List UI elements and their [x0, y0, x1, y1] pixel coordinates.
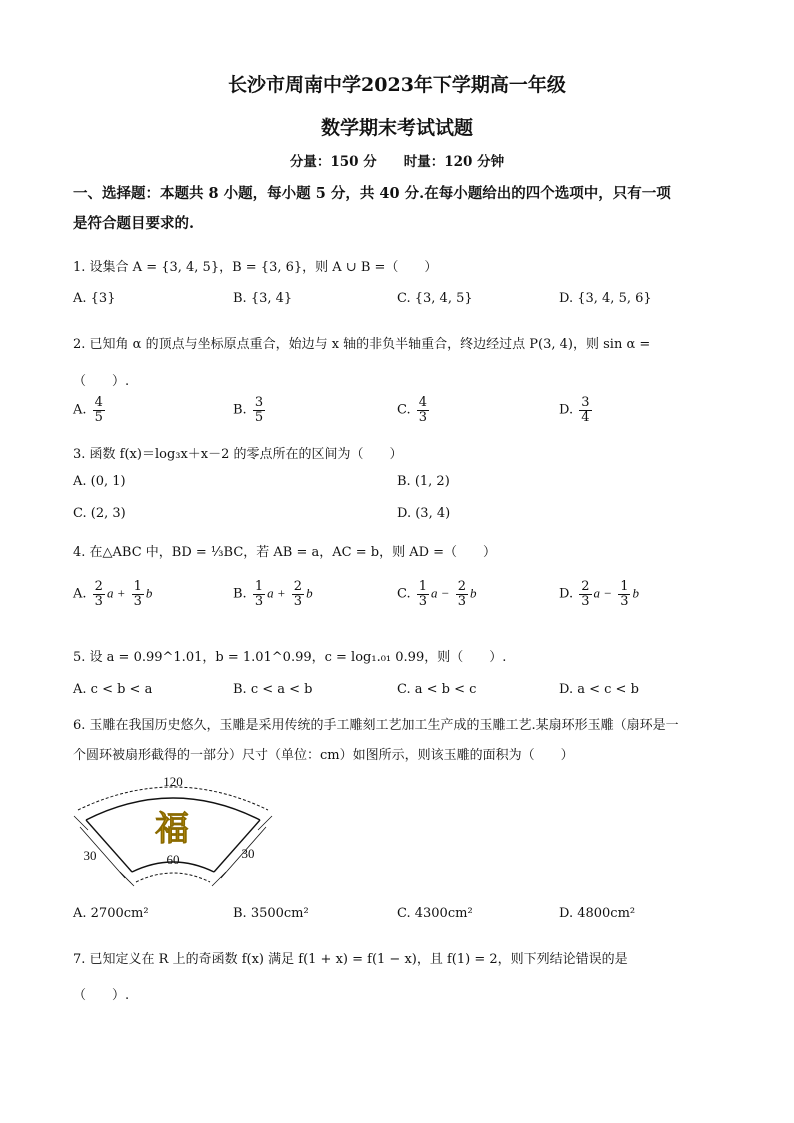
denominator: 4 — [581, 409, 590, 425]
option-letter: A. — [73, 402, 87, 418]
left-edge — [83, 820, 132, 872]
vector-term: b — [145, 585, 153, 601]
right-side-label: 30 — [241, 846, 255, 861]
question-2-option-d — [559, 396, 594, 424]
option-letter: A. — [73, 586, 87, 602]
denominator: 3 — [94, 593, 103, 609]
numerator: 2 — [581, 579, 590, 594]
question-3-option-c: C. (2, 3) — [73, 506, 126, 521]
vector-term: a − — [431, 585, 450, 601]
numerator: 4 — [418, 395, 428, 410]
numerator: 1 — [418, 579, 428, 594]
question-2-option-b — [233, 396, 267, 424]
option-letter: D. — [559, 586, 574, 602]
fraction — [132, 580, 144, 608]
fraction — [93, 396, 105, 424]
denominator: 3 — [581, 593, 590, 609]
left-side-label: 30 — [83, 848, 97, 863]
question-1-option-c: C. {3, 4, 5} — [397, 291, 473, 306]
denominator: 5 — [254, 409, 264, 425]
vector-term: b — [632, 585, 639, 601]
question-4-option-a — [73, 580, 152, 608]
fraction — [579, 580, 591, 608]
question-2-stem-line1: 2. 已知角 α 的顶点与坐标原点重合，始边与 x 轴的非负半轴重合，终边经过点 P(3, 4)，则 sin α = — [73, 337, 651, 352]
question-3-option-b: B. (1, 2) — [397, 474, 450, 489]
denominator: 3 — [418, 593, 428, 609]
vector-term: b — [306, 585, 313, 601]
question-1-stem: 1. 设集合 A = {3, 4, 5}，B = {3, 6}，则 A ∪ B =（ ） — [73, 260, 438, 275]
option-letter: C. — [397, 402, 411, 418]
numerator: 1 — [254, 579, 264, 594]
question-6-option-b: B. 3500cm² — [233, 906, 309, 921]
question-2-stem-line2: （ ）. — [73, 374, 130, 389]
denominator: 3 — [254, 593, 264, 609]
question-1-option-a: A. {3} — [73, 291, 116, 306]
fraction — [253, 396, 265, 424]
question-5-option-b: B. c < a < b — [233, 682, 313, 697]
question-6-option-a: A. 2700cm² — [73, 906, 149, 921]
denominator: 3 — [620, 593, 629, 609]
left-extension-bottom — [120, 872, 134, 886]
numerator: 1 — [620, 579, 629, 594]
question-1-option-b: B. {3, 4} — [233, 291, 293, 306]
fraction — [456, 580, 468, 608]
numerator: 3 — [581, 395, 590, 410]
question-4-option-b — [233, 580, 313, 608]
denominator: 3 — [457, 593, 466, 609]
question-4-option-c — [397, 580, 477, 608]
question-3-option-a: A. (0, 1) — [73, 474, 126, 489]
denominator: 3 — [293, 593, 303, 609]
question-5-option-d: D. a < c < b — [559, 682, 639, 697]
numerator: 3 — [254, 395, 264, 410]
inner-arc-label: 60 — [166, 852, 180, 867]
option-letter: B. — [233, 586, 247, 602]
numerator: 2 — [457, 579, 466, 594]
fraction — [417, 396, 429, 424]
question-7-stem-line1: 7. 已知定义在 R 上的奇函数 f(x) 满足 f(1 + x) = f(1 − x)，且 f(1) = 2，则下列结论错误的是 — [73, 952, 628, 967]
fraction — [253, 580, 265, 608]
right-extension-bottom — [212, 872, 226, 886]
question-6-option-d: D. 4800cm² — [559, 906, 636, 921]
question-6-option-c: C. 4300cm² — [397, 906, 473, 921]
question-3-option-d: D. (3, 4) — [397, 506, 451, 521]
section-heading-line1: 一、选择题：本题共 8 小题，每小题 5 分，共 40 分.在每小题给出的四个选项中，只有一项 — [73, 185, 671, 202]
question-5-option-c: C. a < b < c — [397, 682, 477, 697]
option-letter: D. — [559, 402, 574, 418]
option-letter: C. — [397, 586, 411, 602]
vector-term: a + — [267, 585, 286, 601]
denominator: 3 — [133, 593, 142, 609]
denominator: 3 — [418, 409, 428, 425]
vector-term: a + — [106, 585, 126, 601]
question-3-stem: 3. 函数 f(x)＝log₃x＋x－2 的零点所在的区间为（ ） — [73, 447, 403, 462]
fraction — [93, 580, 105, 608]
question-5-option-a: A. c < b < a — [73, 682, 153, 697]
numerator: 1 — [133, 579, 142, 594]
fraction — [292, 580, 304, 608]
question-1-option-d: D. {3, 4, 5, 6} — [559, 291, 652, 306]
fu-character-decoration: 福 — [155, 809, 189, 849]
exam-subtitle: 数学期末考试试题 — [320, 117, 473, 139]
section-heading-line2: 是符合题目要求的. — [73, 215, 195, 232]
question-4-stem: 4. 在△ABC 中，BD = ⅓BC，若 AB = a，AC = b，则 AD =（ ） — [73, 545, 497, 560]
numerator: 2 — [94, 579, 103, 594]
score-time-info: 分量：150 分 时量：120 分钟 — [289, 154, 505, 170]
question-6-stem-line2: 个圆环被扇形截得的一部分）尺寸（单位：cm）如图所示，则该玉雕的面积为（ ） — [73, 748, 574, 763]
option-letter: B. — [233, 402, 247, 418]
question-2-option-c — [397, 396, 431, 424]
vector-term: a − — [593, 585, 613, 601]
vector-term: b — [470, 585, 477, 601]
sector-ring-diagram — [68, 772, 278, 888]
exam-title: 长沙市周南中学2023年下学期高一年级 — [228, 74, 566, 96]
question-7-stem-line2: （ ）. — [73, 988, 130, 1003]
inner-arc-dashed — [136, 873, 210, 882]
question-5-stem: 5. 设 a = 0.99^1.01，b = 1.01^0.99，c = log₁.₀₁ 0.99，则（ ）. — [73, 650, 507, 665]
question-4-option-d — [559, 580, 639, 608]
outer-arc-label: 120 — [163, 774, 183, 789]
question-2-option-a — [73, 396, 107, 424]
numerator: 2 — [293, 579, 303, 594]
numerator: 4 — [94, 395, 103, 410]
fraction — [618, 580, 630, 608]
question-6-stem-line1: 6. 玉雕在我国历史悠久，玉雕是采用传统的手工雕刻工艺加工生产成的玉雕工艺.某扇环形玉雕（扇环是一 — [73, 718, 679, 733]
fraction — [579, 396, 591, 424]
sector-ring-figure — [68, 772, 278, 888]
fraction — [417, 580, 429, 608]
denominator: 5 — [94, 409, 103, 425]
